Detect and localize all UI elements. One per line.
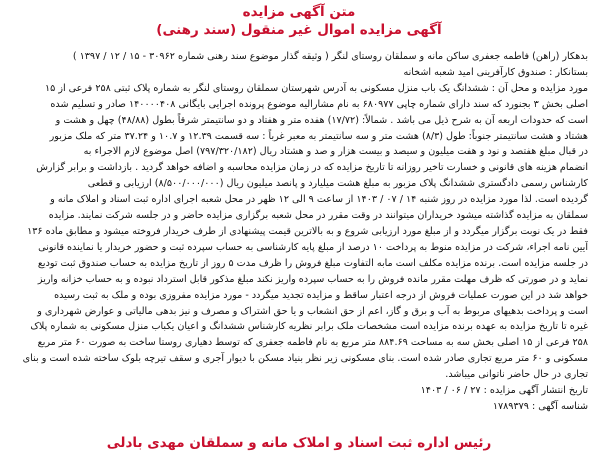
notice-meta [10,383,588,415]
notice-text-line: بستانکار : صندوق کارآفرینی امید شعبه اشخانه [403,66,588,78]
notice-text-line: ۲۵۸ فرعی از ۱۵ اصلی بخش سه به مساحت ۸۸۴.۶۹ متر مربع به نام فاطمه جعفری که توسط دهیاری روستا ساخت به صورت ۶۰ متر مربع [37,337,588,349]
notice-text-line: کارشناس رسمی دادگستری ششدانگ پلاک مزبور به مبلغ هشت میلیارد و پانصد میلیون ریال (۸/۵۰۰/۰۰۰/۰۰۰) ارزیابی و قطعی [87,178,588,190]
notice-text-line: خواهد شد در این صورت عملیات فروش از درجه اعتبار ساقط و مزایده تجدید میگردد - مورد مزایده مفروزی بوده و ملک به ثبت رسیده [54,289,588,301]
notice-text-line: بدهکار (راهن) فاطمه جعفری ساکن مانه و سملقان روستای لنگر ( وثیقه گذار موضوع سند رهنی شماره ۳۰۹۶۲ - ۱۵ / ۱۲ / ۱۳۹۷ ) [72,51,588,62]
notice-text-line: سملقان به مزایده گذاشته میشود خریداران میتوانند در وقت مقرر در محل شعبه برگزاری مزایده حاضر و در جلسه شرکت نمایند. مزایده [48,210,588,222]
notice-text-line: در جلسه مزایده است. برنده مزایده مکلف است مابه التفاوت مبلغ فروش را ظرف مدت ۵ روز از تاریخ مزایده به حساب صندوق ثبت تودیع [37,257,588,269]
notice-text-line: غیره تا تاریخ مزایده به عهده برنده مزایده است مشخصات ملک برابر نظریه کارشناس ششدانگ و اعیان یکباب منزل مسکونی به شماره پلاک [30,321,588,333]
notice-text-line: مورد مزایده و محل آن : ششدانگ یک باب منزل مسکونی به آدرس شهرستان سملقان روستای لنگر به شماره پلاک ثبتی ۲۵۸ فرعی از ۱۵ [44,82,588,94]
notice-text-line: تجاری در حال حاضر ناتوانی میباشد. [445,369,588,381]
notice-text-line: مسکونی و ۶۰ متر مربع تجاری صادر شده است. بنای مسکونی زیر نظر بنیاد مسکن با دیوار آجری و سقف تیرچه بلوک ساخته شده است و بنای [22,353,588,365]
notice-text-line: هشتاد و هشت سانتیمتر جنوباً: طول (۸/۳) هشت متر و سه سانتیمتر به معبر غرباً : سه قسمت ۱۲.۳۹ و ۱۰.۷ و ۳۷.۲۴ متر که ملک مزبور [49,130,588,142]
publish-date-line: تاریخ انتشار آگهی مزایده : ۲۷ / ۰۶ / ۱۴۰۳ [420,385,588,397]
notice-body [10,49,588,383]
notice-text-line: نماید و در صورتی که ظرف مهلت مقرر مانده فروش را به حساب سپرده واریز نکند مبلغ مذکور قابل استرداد نبوده و به حساب خزانه واریز [37,273,588,285]
notice-text-line: اصلی بخش ۳ بجنورد که سند دارای شماره چاپی ۶۸۰۹۷۷ به نام مشارالیه موضوع پرونده اجرایی بایگانی ۱۴۰۰۰۰۴۰۸ صادر و تسلیم شده [50,98,588,110]
notice-text-line: است و پرداخت بدهیهای مربوط به آب و برق و گاز، اعم از حق انشعاب و یا حق اشتراک و مصرف و نیز بدهی مالیاتی و عوارض شهرداری و [37,305,588,317]
notice-text-line: گردیده است. لذا مورد مزایده در روز شنبه ۱۴ / ۰۷ / ۱۴۰۳ از ساعت ۹ الی ۱۲ ظهر در محل شعبه اجرای اداره ثبت اسناد و املاک مانه و [50,194,588,206]
notice-id-line: شناسه آگهی : ۱۷۸۹۳۷۹ [492,400,588,412]
signature-footer: رئیس اداره ثبت اسناد و املاک مانه و سملقان مهدی بادلی [106,435,492,451]
notice-title: متن آگهی مزایده [242,4,356,20]
notice-text-line: فقط در یک نوبت برگزار میگردد و از مبلغ مورد ارزیابی شروع و به بالاترین قیمت پیشنهادی از طرف خریدار فروخته میشود و مطابق ماده ۱۳۶ [27,225,588,237]
notice-text-line: انضمام هزینه های قانونی و خسارت تاخیر روزانه تا تاریخ مزایده که در زمان مزایده محاسبه و اضافه خواهد گردید . بازداشت و برابر گزارش [36,162,588,174]
notice-text-line: آیین نامه اجراء، شرکت در مزایده منوط به پرداخت ۱۰ درصد از مبلغ پایه کارشناسی به حساب سپرده ثبت و حضور خریدار یا نماینده قانونی [38,241,588,253]
notice-text-line: در قبال مبلغ هفتصد و نود و هفت میلیون و سیصد و بیست هزار و صد و هشتاد ریال (۷۹۷/۳۲۰/۱۸۲) اصل موضوع لازم الاجراء به [83,146,588,158]
notice-subtitle: آگهی مزایده اموال غیر منقول (سند رهنی) [156,22,442,38]
notice-text-line: است که حدودات اربعه آن به شرح ذیل می باشد . شمالاً: (۱۷/۷۲) هفده متر و هفتاد و دو سانتیمتر شرقاً بطول (۴۸/۸۸) چهل و هشت و [55,114,588,126]
